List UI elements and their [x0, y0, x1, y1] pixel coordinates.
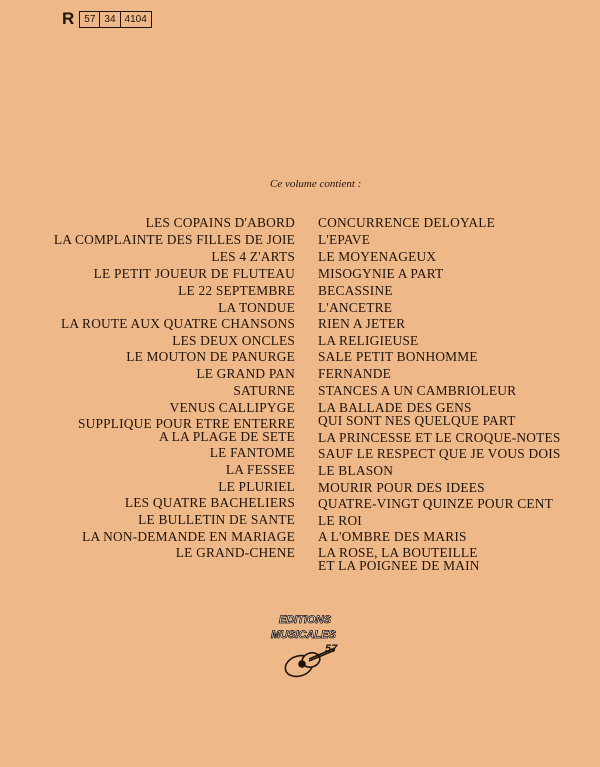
left-title: LA TONDUE — [218, 300, 295, 315]
right-title: QUI SONT NES QUELQUE PART — [318, 413, 516, 428]
right-title: FERNANDE — [318, 366, 392, 381]
reference-code — [62, 9, 152, 29]
left-title: SATURNE — [233, 383, 295, 398]
left-title: LA NON-DEMANDE EN MARIAGE — [82, 529, 295, 544]
right-title: CONCURRENCE DELOYALE — [318, 215, 495, 230]
right-title: LE BLASON — [318, 463, 394, 478]
right-title: SALE PETIT BONHOMME — [318, 349, 478, 364]
left-title: LA COMPLAINTE DES FILLES DE JOIE — [53, 232, 295, 247]
left-title: LE GRAND PAN — [196, 366, 295, 381]
reference-letter: R — [62, 9, 75, 28]
right-title: LA RELIGIEUSE — [318, 333, 419, 348]
left-title: LA ROUTE AUX QUATRE CHANSONS — [61, 316, 295, 331]
left-title: VENUS CALLIPYGE — [169, 400, 295, 415]
left-title: SUPPLIQUE POUR ETRE ENTERRE — [77, 416, 295, 431]
logo-line-2: MUSICALES — [271, 629, 336, 641]
left-title: LES COPAINS D'ABORD — [145, 215, 295, 230]
left-title: LE FANTOME — [209, 445, 295, 460]
logo-line-1: EDITIONS — [279, 614, 331, 626]
reference-code-3: 4104 — [124, 13, 147, 25]
right-title: BECASSINE — [318, 283, 393, 298]
left-title: LES 4 Z'ARTS — [211, 249, 295, 264]
right-title: SAUF LE RESPECT QUE JE VOUS DOIS — [318, 446, 561, 461]
right-title: RIEN A JETER — [318, 316, 406, 331]
left-title: LE BULLETIN DE SANTE — [138, 512, 295, 527]
left-title: LES DEUX ONCLES — [172, 333, 295, 348]
right-title: LA PRINCESSE ET LE CROQUE-NOTES — [318, 430, 561, 445]
reference-code-1: 57 — [80, 12, 100, 27]
right-title: MOURIR POUR DES IDEES — [318, 480, 485, 495]
publisher-logo — [271, 612, 347, 686]
right-title: LA BALLADE DES GENS — [318, 400, 472, 415]
right-title: L'EPAVE — [318, 232, 371, 247]
right-title: ET LA POIGNEE DE MAIN — [318, 558, 480, 573]
left-title: LE PLURIEL — [218, 479, 295, 494]
right-title: LE MOYENAGEUX — [318, 249, 437, 264]
left-title: LE GRAND-CHENE — [175, 545, 295, 560]
left-title: LE PETIT JOUEUR DE FLUTEAU — [93, 266, 295, 281]
logo-number: 57 — [325, 643, 338, 655]
right-title: LA ROSE, LA BOUTEILLE — [318, 545, 478, 560]
left-title: LE MOUTON DE PANURGE — [126, 349, 295, 364]
reference-code-2: 34 — [100, 12, 120, 27]
right-title: LE ROI — [318, 513, 362, 528]
left-title: LES QUATRE BACHELIERS — [124, 495, 295, 510]
reference-box — [79, 11, 152, 28]
right-title: MISOGYNIE A PART — [318, 266, 444, 281]
left-title: LA FESSEE — [225, 462, 295, 477]
left-title: A LA PLAGE DE SETE — [158, 429, 295, 444]
left-title: LE 22 SEPTEMBRE — [178, 283, 295, 298]
intro-text: Ce volume contient : — [270, 178, 362, 190]
right-title: STANCES A UN CAMBRIOLEUR — [318, 383, 517, 398]
right-title: A L'OMBRE DES MARIS — [318, 529, 467, 544]
right-title: QUATRE-VINGT QUINZE POUR CENT — [318, 496, 554, 511]
right-title: L'ANCETRE — [318, 300, 393, 315]
